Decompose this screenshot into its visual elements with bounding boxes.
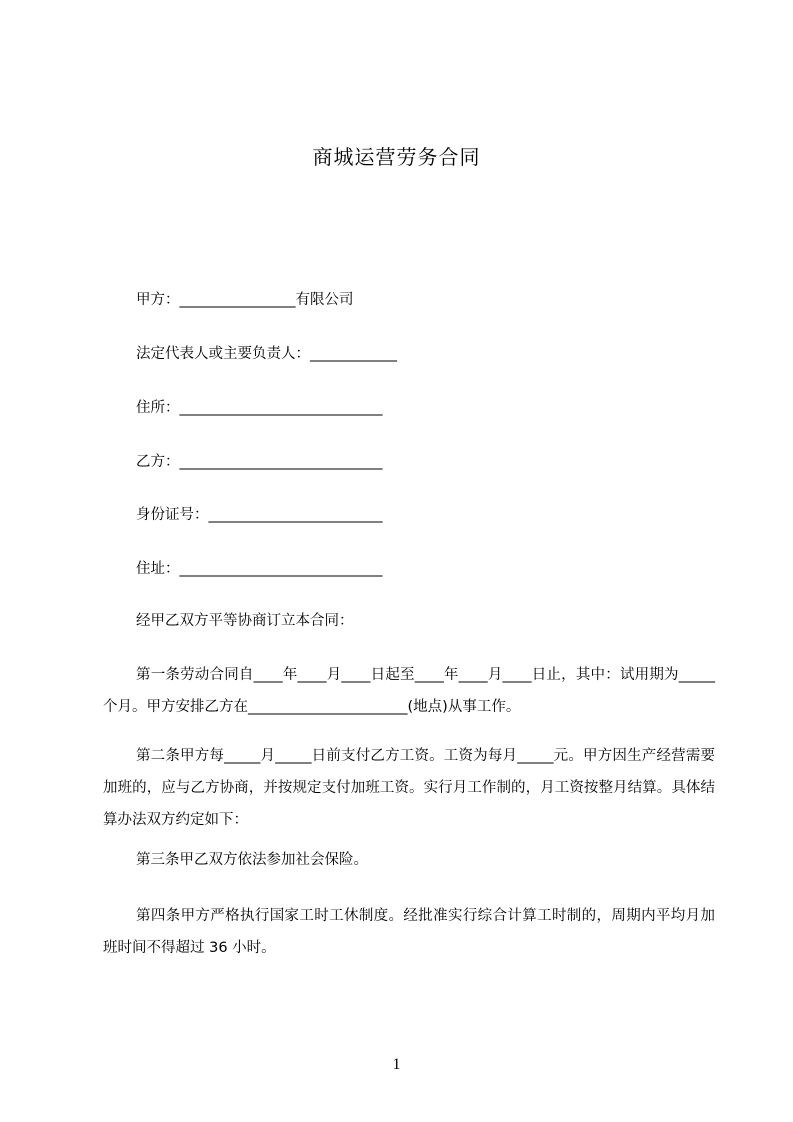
party-a-field: 甲方：________________有限公司 — [136, 292, 354, 308]
intro-statement: 经甲乙双方平等协商订立本合同： — [136, 613, 354, 629]
article-4: 第四条甲方严格执行国家工时工休制度。经批准实行综合计算工时制的，周期内平均月加班时间不得超过 36 小时。 — [103, 908, 715, 956]
id-number-field: 身份证号：________________________ — [136, 507, 383, 523]
residence-field: 住所：____________________________ — [136, 400, 383, 416]
article-1: 第一条劳动合同自____年____月____日起至____年____月____日止，其中：试用期为_____个月。甲方安排乙方在______________________(地点)从事工作。 — [103, 667, 715, 715]
legal-representative-field: 法定代表人或主要负责人：____________ — [136, 346, 397, 362]
address-field: 住址：____________________________ — [136, 561, 383, 577]
party-b-field: 乙方：____________________________ — [136, 454, 383, 470]
document-title: 商城运营劳务合同 — [312, 145, 481, 169]
article-3: 第三条甲乙双方依法参加社会保险。 — [136, 852, 368, 868]
page-number: 1 — [392, 1056, 401, 1073]
article-2: 第二条甲方每_____月_____日前支付乙方工资。工资为每月_____元。甲方因生产经营需要加班的，应与乙方协商，并按规定支付加班工资。实行月工作制的，月工资按整月结算。具体结算办法双方约定如下： — [103, 748, 715, 828]
